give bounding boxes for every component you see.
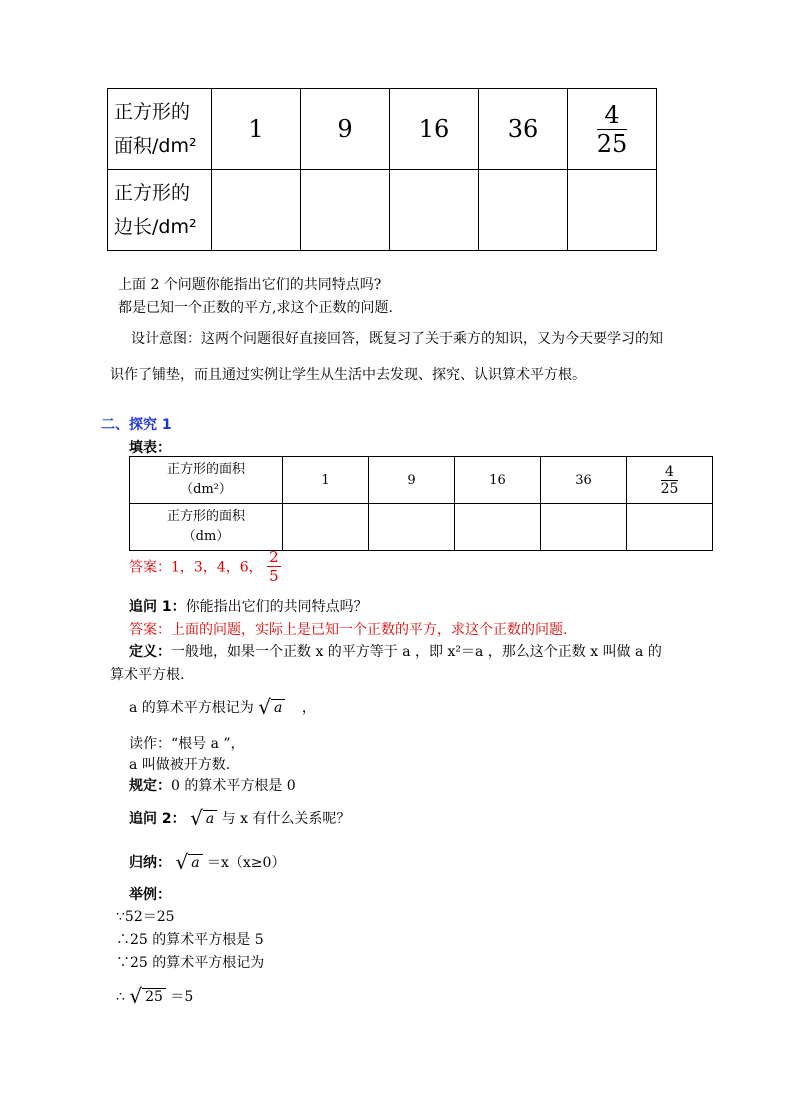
table1-row1-header-line1: 正方形的 — [114, 101, 191, 123]
table2-empty-cell — [283, 504, 369, 551]
table2-cell: 9 — [369, 457, 455, 504]
followup1 — [129, 596, 368, 616]
fraction-denominator: 25 — [660, 480, 679, 497]
summary-text: ＝x（x≥0） — [207, 855, 286, 871]
definition-label: 定义： — [129, 644, 171, 660]
definition-line2: 算术平方根. — [110, 667, 185, 683]
table1-row2-header — [108, 170, 212, 251]
fraction-numerator: 4 — [661, 464, 679, 481]
example-label: 举例： — [129, 887, 171, 903]
table2-row1-header-line2: （dm²） — [180, 482, 232, 497]
rule — [129, 775, 296, 795]
fill-table-label: 填表： — [129, 440, 171, 456]
table1-row1-header-line2: 面积/dm² — [114, 135, 197, 157]
followup2-label: 追问 2： — [129, 811, 186, 827]
table1-empty-cell — [479, 170, 568, 251]
section-title: 二、探究 1 — [101, 417, 172, 433]
summary-label: 归纳： — [129, 855, 171, 871]
radicand: a — [203, 810, 217, 827]
rule-text: 0 的算术平方根是 0 — [171, 778, 296, 794]
definition-text: 一般地，如果一个正数 x 的平方等于 a ，即 x²＝a ，那么这个正数 x 叫做 a 的 — [171, 644, 662, 660]
table1-empty-cell — [390, 170, 479, 251]
definition — [129, 641, 662, 661]
answer1-fraction — [267, 548, 281, 585]
followup2-text: 与 x 有什么关系呢？ — [221, 811, 351, 827]
table2-fraction-cell — [627, 457, 713, 504]
summary — [129, 850, 285, 874]
table2-cell: 36 — [541, 457, 627, 504]
radicand: 25 — [142, 988, 166, 1005]
design-intent-line2: 识作了铺垫，而且通过实例让学生从生活中去发现、探究、认识算术平方根。 — [110, 367, 586, 383]
notation-comma: ， — [301, 700, 316, 716]
table1-row2-header-line1: 正方形的 — [114, 182, 191, 204]
fraction-numerator: 2 — [269, 548, 279, 566]
example-line2: ∴25 的算术平方根是 5 — [116, 932, 264, 948]
fraction-denominator: 5 — [269, 567, 279, 585]
radicand: a — [271, 699, 285, 716]
read-as: 读作：“根号 a ”， — [129, 736, 245, 752]
radical-sign-icon: √ — [175, 850, 189, 874]
table1-fraction-cell — [568, 89, 657, 170]
sqrt-25 — [129, 984, 166, 1008]
design-intent-line1: 设计意图：这两个问题很好直接回答，既复习了关于乘方的知识，又为今天要学习的知 — [131, 331, 663, 347]
fraction-denominator: 25 — [596, 129, 628, 158]
answer1-text: 答案：1，3，4，6， — [129, 559, 263, 576]
table1-cell: 9 — [301, 89, 390, 170]
table2-row2-header-line1: 正方形的面积 — [166, 509, 245, 524]
fraction — [661, 464, 679, 497]
followup1-label: 追问 1： — [129, 599, 186, 615]
sqrt-a — [175, 850, 202, 874]
table2-row1-header — [130, 457, 283, 504]
table2-row1-header-line1: 正方形的面积 — [166, 462, 245, 477]
fraction — [597, 101, 628, 158]
radical-sign-icon: √ — [190, 806, 203, 830]
followup1-text: 你能指出它们的共同特点吗？ — [185, 599, 368, 615]
example-line4 — [116, 984, 193, 1008]
table2-empty-cell — [369, 504, 455, 551]
table2-empty-cell — [627, 504, 713, 551]
radicand: a — [188, 854, 202, 871]
table1-row2-header-line2: 边长/dm² — [114, 216, 197, 238]
area-side-table-small — [129, 456, 713, 551]
table1-row1-header — [108, 89, 212, 170]
intro-answer: 都是已知一个正数的平方,求这个正数的问题. — [118, 300, 393, 316]
table1-empty-cell — [212, 170, 301, 251]
sqrt-a — [258, 695, 285, 719]
radical-sign-icon: √ — [129, 984, 143, 1008]
radical-sign-icon: √ — [258, 695, 271, 719]
table2-cell: 1 — [283, 457, 369, 504]
example-result: ＝5 — [170, 989, 194, 1005]
therefore-symbol: ∴ — [116, 989, 125, 1005]
table1-cell: 36 — [479, 89, 568, 170]
table2-cell: 16 — [455, 457, 541, 504]
table2-empty-cell — [541, 504, 627, 551]
followup1-answer: 答案：上面的问题，实际上是已知一个正数的平方，求这个正数的问题. — [129, 622, 568, 638]
area-side-table-large — [107, 88, 657, 251]
intro-question: 上面 2 个问题你能指出它们的共同特点吗? — [118, 277, 382, 293]
answer1 — [129, 548, 281, 585]
table2-row2-header — [130, 504, 283, 551]
example-line3: ∵25 的算术平方根记为 — [116, 955, 265, 971]
table1-cell: 16 — [390, 89, 479, 170]
notation — [129, 695, 316, 719]
fraction-numerator: 4 — [597, 101, 628, 130]
followup2 — [129, 806, 350, 830]
rule-label: 规定： — [129, 778, 171, 794]
table2-row2-header-line2: （dm） — [182, 529, 230, 544]
notation-text: a 的算术平方根记为 — [129, 700, 254, 716]
table1-empty-cell — [301, 170, 390, 251]
example-line1: ∵52＝25 — [116, 909, 175, 925]
table1-empty-cell — [568, 170, 657, 251]
table2-empty-cell — [455, 504, 541, 551]
table1-cell: 1 — [212, 89, 301, 170]
sqrt-a — [190, 806, 217, 830]
radicand-note: a 叫做被开方数. — [129, 757, 231, 773]
